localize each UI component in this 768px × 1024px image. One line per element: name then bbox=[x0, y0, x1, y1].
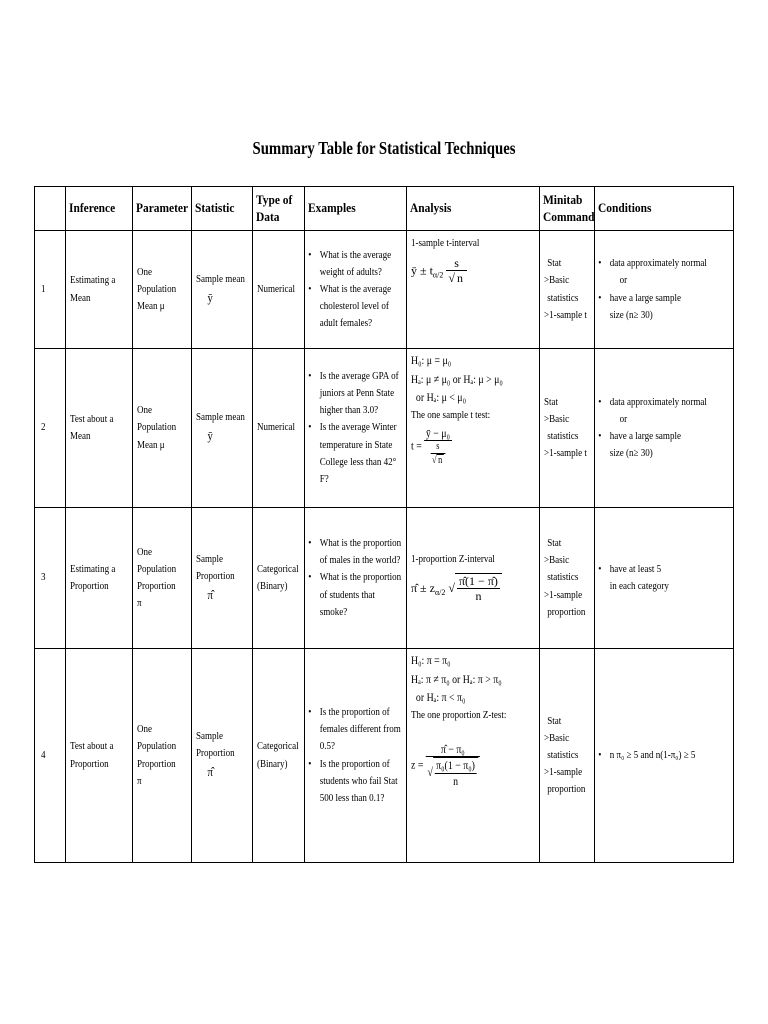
table-row bbox=[35, 349, 734, 508]
list-item: • Is the proportion of females different from 0.5? bbox=[305, 704, 403, 755]
statistic-symbol: ȳ bbox=[207, 428, 213, 444]
parameter-cell: One Population Proportion π bbox=[133, 649, 192, 863]
list-item: • Is the average GPA of juniors at Penn State higher than 3.0? bbox=[305, 368, 403, 419]
statistic-cell: Sample Proportion π̂ bbox=[192, 508, 253, 649]
inference-cell: Test about a Mean bbox=[66, 349, 133, 508]
analysis-cell: 1-proportion Z-interval π̂ ± $z_{\alpha/2}$ √ $\frac{\pî(1 - \pî)}{n}$ bbox=[407, 508, 540, 649]
parameter-cell: One Population Proportion π bbox=[133, 508, 192, 649]
header-statistic: Statistic bbox=[192, 187, 253, 231]
minitab-cell: Stat >Basic statistics >1-sample t bbox=[540, 349, 595, 508]
header-row bbox=[35, 187, 734, 231]
statistic-cell: Sample mean ȳ bbox=[192, 349, 253, 508]
row-number: 1 bbox=[35, 231, 66, 349]
minitab-cell: Stat >Basic statistics >1-sample proportion bbox=[540, 649, 595, 863]
statistic-symbol: π̂ bbox=[207, 586, 213, 602]
table-row bbox=[35, 649, 734, 863]
inference-cell: Estimating a Mean bbox=[66, 231, 133, 349]
page-title: Summary Table for Statistical Techniques bbox=[252, 138, 516, 158]
header-blank bbox=[35, 187, 66, 231]
conditions-cell bbox=[595, 508, 734, 649]
parameter-cell: One Population Mean μ bbox=[133, 231, 192, 349]
list-item: in each category bbox=[609, 580, 669, 592]
examples-cell bbox=[305, 231, 407, 349]
list-item: • data approximately normal bbox=[595, 255, 708, 272]
statistic-symbol: ȳ bbox=[207, 289, 213, 305]
list-item: • What is the proportion of students that smoke? bbox=[305, 569, 403, 620]
header-conditions: Conditions bbox=[595, 187, 734, 231]
alt-hypothesis-2: or Hₐ: π < π₀ bbox=[415, 690, 466, 705]
header-parameter: Parameter bbox=[133, 187, 192, 231]
type-cell: Categorical (Binary) bbox=[253, 508, 305, 649]
list-item: • have a large sample bbox=[595, 290, 708, 307]
row-number: 4 bbox=[35, 649, 66, 863]
conditions-cell bbox=[595, 649, 734, 863]
alt-hypothesis: Hₐ: μ ≠ μ₀ or Hₐ: μ > μ₀ bbox=[411, 371, 503, 386]
analysis-cell: H₀: π = π₀ Hₐ: π ≠ π₀ or Hₐ: π > π₀ or Hₐ: π < π₀ The one proportion Z-test: z = π̂ − π₀ √ $\frac{\text{π₀(1 − π₀)}}{n}$ bbox=[407, 649, 540, 863]
minitab-cell: Stat >Basic statistics >1-sample t bbox=[540, 231, 595, 349]
list-item: • Is the proportion of students who fail Stat 500 less than 0.1? bbox=[305, 756, 403, 807]
minitab-cell: Stat >Basic statistics >1-sample proportion bbox=[540, 508, 595, 649]
parameter-cell: One Population Mean μ bbox=[133, 349, 192, 508]
type-cell: Numerical bbox=[253, 349, 305, 508]
analysis-cell: 1-sample t-interval ȳ ± $t_{\alpha/2}$ $\frac{s}{√ n}$ bbox=[407, 231, 540, 349]
confidence-interval-formula: ȳ ± $t_{\alpha/2}$ $\frac{s}{√ n}$ bbox=[411, 256, 539, 287]
summary-table bbox=[34, 186, 734, 863]
examples-cell bbox=[305, 508, 407, 649]
conditions-cell bbox=[595, 349, 734, 508]
list-item: or bbox=[619, 274, 628, 287]
list-item: • data approximately normal bbox=[595, 394, 708, 411]
header-inference: Inference bbox=[66, 187, 133, 231]
table-row bbox=[35, 508, 734, 649]
header-examples: Examples bbox=[305, 187, 407, 231]
inference-cell: Test about a Proportion bbox=[66, 649, 133, 863]
z-test-formula: z = π̂ − π₀ √ $\frac{\text{π₀(1 − π₀)}}{n}$ bbox=[411, 742, 516, 789]
statistic-symbol: π̂ bbox=[207, 764, 213, 780]
type-cell: Numerical bbox=[253, 231, 305, 349]
null-hypothesis: H₀: μ = μ₀ bbox=[411, 353, 452, 367]
list-item: • have a large sample bbox=[595, 428, 708, 445]
header-type-of-data: Type of Data bbox=[253, 187, 305, 231]
t-test-formula: t = $\frac{\text{ȳ − μ₀}}{\frac{s}{√ n}}$ bbox=[411, 425, 450, 467]
proportion-interval-formula: π̂ ± $z_{\alpha/2}$ √ $\frac{\pî(1 - \pî)}{n}$ bbox=[411, 573, 539, 605]
examples-cell bbox=[305, 349, 407, 508]
inference-cell: Estimating a Proportion bbox=[66, 508, 133, 649]
header-minitab-command: Minitab Command bbox=[540, 187, 595, 231]
header-analysis: Analysis bbox=[407, 187, 540, 231]
list-item: size (n≥ 30) bbox=[609, 308, 653, 321]
list-item: • What is the average cholesterol level of adult females? bbox=[305, 281, 403, 332]
list-item: • Is the average Winter temperature in State College less than 42° F? bbox=[305, 419, 403, 487]
statistic-cell: Sample mean ȳ bbox=[192, 231, 253, 349]
row-number: 3 bbox=[35, 508, 66, 649]
type-cell: Categorical (Binary) bbox=[253, 649, 305, 863]
statistic-cell: Sample Proportion π̂ bbox=[192, 649, 253, 863]
alt-hypothesis: Hₐ: π ≠ π₀ or Hₐ: π > π₀ bbox=[411, 671, 502, 686]
conditions-cell bbox=[595, 231, 734, 349]
row-number: 2 bbox=[35, 349, 66, 508]
list-item: • What is the average weight of adults? bbox=[305, 247, 403, 281]
table-row bbox=[35, 231, 734, 349]
list-item: • have at least 5 bbox=[595, 561, 708, 578]
list-item: • What is the proportion of males in the world? bbox=[305, 535, 403, 569]
list-item: or bbox=[619, 412, 628, 425]
list-item: • n π₀ ≥ 5 and n(1-π₀) ≥ 5 bbox=[595, 747, 708, 764]
examples-cell bbox=[305, 649, 407, 863]
list-item: size (n≥ 30) bbox=[609, 447, 653, 460]
null-hypothesis: H₀: π = π₀ bbox=[411, 653, 451, 667]
analysis-cell: H₀: μ = μ₀ Hₐ: μ ≠ μ₀ or Hₐ: μ > μ₀ or Hₐ: μ < μ₀ The one sample t test: t = $\frac{\text{ȳ − μ₀}}{\frac{s}{√ n}}$ bbox=[407, 349, 540, 508]
alt-hypothesis-2: or Hₐ: μ < μ₀ bbox=[415, 390, 467, 405]
